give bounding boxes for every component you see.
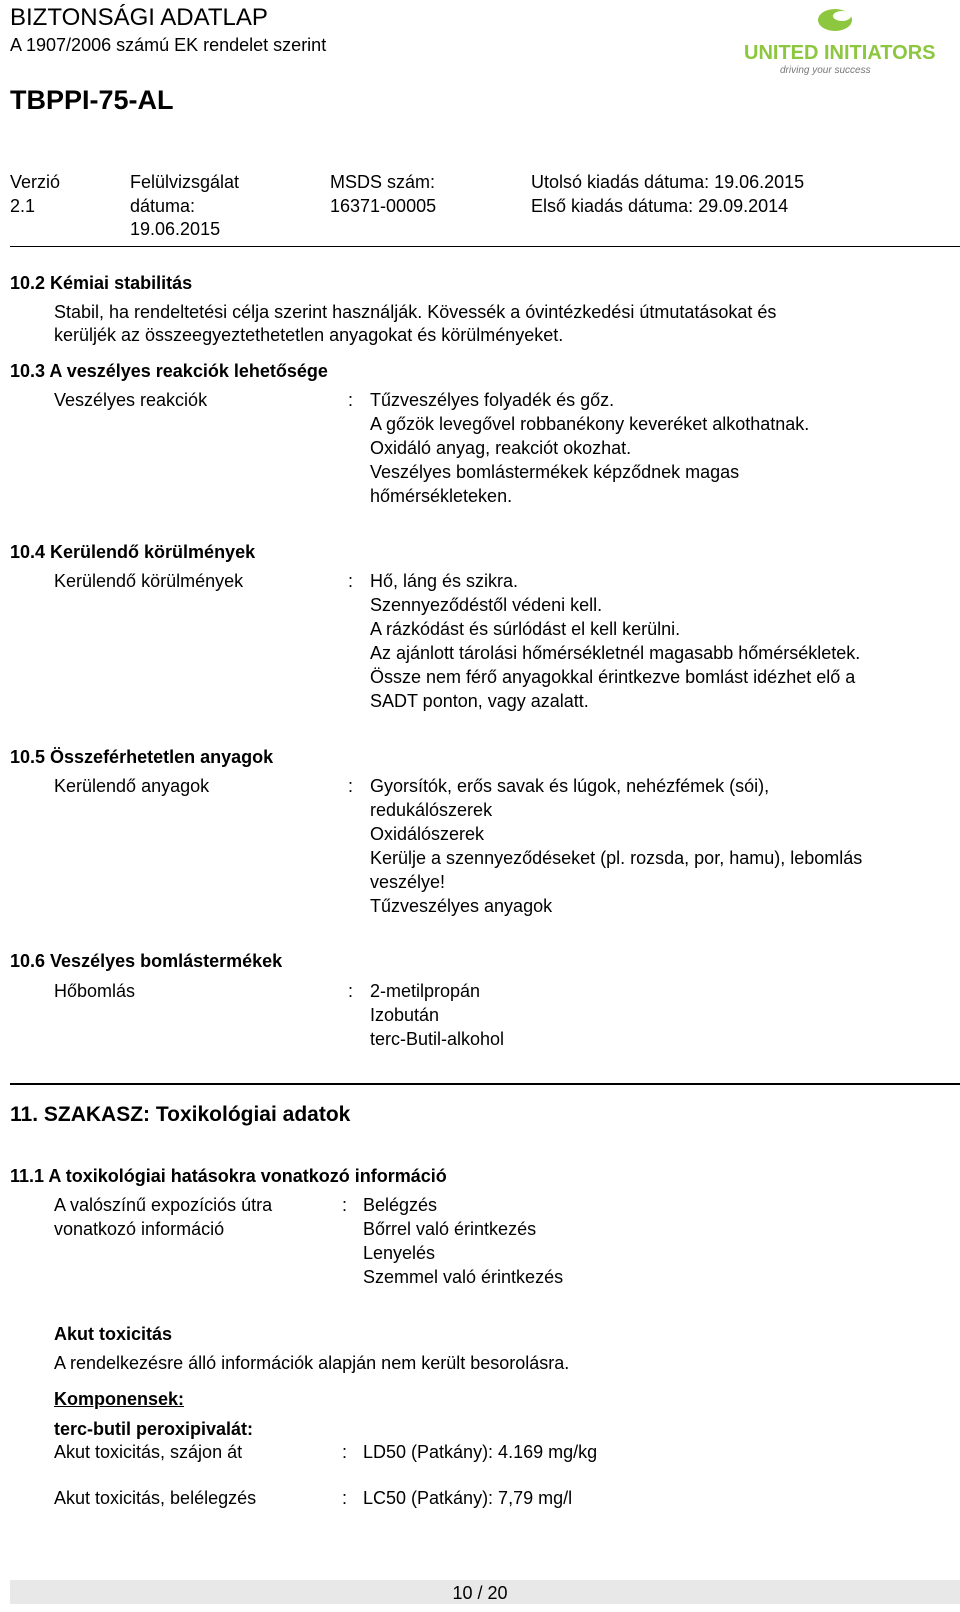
- materials-to-avoid-value: [370, 774, 862, 918]
- conditions-to-avoid-label: Kerülendő körülmények: [54, 571, 244, 591]
- value-line: Szemmel való érintkezés: [363, 1267, 564, 1287]
- exposure-routes-value: [363, 1193, 563, 1289]
- thermal-decomposition-label: Hőbomlás: [54, 981, 136, 1001]
- regulation-text: A 1907/2006 számú EK rendelet szerint: [10, 35, 327, 55]
- section-11-heading: 11. SZAKASZ: Toxikológiai adatok: [10, 1103, 351, 1126]
- value-line: redukálószerek: [370, 800, 493, 820]
- version-value: 2.1: [10, 196, 36, 216]
- section-10-2-text-2: kerüljék az összeegyeztethetetlen anyagokat és körülményeket.: [54, 325, 564, 345]
- value-line: Bőrrel való érintkezés: [363, 1219, 537, 1239]
- value-line: veszélye!: [370, 872, 446, 892]
- company-logo: [740, 6, 950, 76]
- field-colon: :: [348, 981, 354, 1001]
- logo-name: UNITED INITIATORS: [744, 42, 936, 64]
- value-line: Szennyeződéstől védeni kell.: [370, 595, 603, 615]
- inhalation-toxicity-value: LC50 (Patkány): 7,79 mg/l: [363, 1488, 573, 1508]
- field-colon: :: [348, 776, 354, 796]
- review-date-value: 19.06.2015: [130, 219, 221, 239]
- value-line: Az ajánlott tárolási hőmérsékletnél magasabb hőmérsékletek.: [370, 643, 861, 663]
- value-line: 2-metilpropán: [370, 981, 481, 1001]
- section-10-3-heading: 10.3 A veszélyes reakciók lehetősége: [10, 361, 328, 381]
- exposure-routes-label: A valószínű expozíciós útra: [54, 1195, 273, 1215]
- section-10-2-heading: 10.2 Kémiai stabilitás: [10, 273, 193, 293]
- value-line: Gyorsítók, erős savak és lúgok, nehézfémek (sói),: [370, 776, 770, 796]
- logo-tagline: driving your success: [780, 65, 871, 76]
- value-line: Kerülje a szennyeződéseket (pl. rozsda, por, hamu), lebomlás: [370, 848, 863, 868]
- value-line: A gőzök levegővel robbanékony keveréket alkothatnak.: [370, 414, 810, 434]
- value-line: Oxidáló anyag, reakciót okozhat.: [370, 438, 632, 458]
- section-10-5-heading: 10.5 Összeférhetetlen anyagok: [10, 747, 274, 767]
- first-issue-date: Első kiadás dátuma: 29.09.2014: [531, 196, 789, 216]
- review-date-label: Felülvizsgálat: [130, 172, 240, 192]
- united-initiators-logo-icon: [740, 6, 950, 76]
- inhalation-toxicity-label: Akut toxicitás, belélegzés: [54, 1488, 257, 1508]
- hazardous-reactions-value: [370, 388, 809, 508]
- msds-value: 16371-00005: [330, 196, 437, 216]
- value-line: Lenyelés: [363, 1243, 436, 1263]
- acute-toxicity-heading: Akut toxicitás: [54, 1324, 173, 1344]
- value-line: SADT ponton, vagy azalatt.: [370, 691, 589, 711]
- section-10-6-heading: 10.6 Veszélyes bomlástermékek: [10, 951, 283, 971]
- section-10-4-heading: 10.4 Kerülendő körülmények: [10, 542, 256, 562]
- field-colon: :: [342, 1442, 348, 1462]
- materials-to-avoid-label: Kerülendő anyagok: [54, 776, 210, 796]
- value-line: Össze nem férő anyagokkal érintkezve bomlást idézhet elő a: [370, 667, 856, 687]
- value-line: hőmérsékleteken.: [370, 486, 513, 506]
- component-name: terc-butil peroxipivalát:: [54, 1419, 254, 1439]
- review-date-label-2: dátuma:: [130, 196, 196, 216]
- value-line: Tűzveszélyes folyadék és gőz.: [370, 390, 615, 410]
- product-name: TBPPI-75-AL: [10, 85, 174, 115]
- oral-toxicity-label: Akut toxicitás, szájon át: [54, 1442, 243, 1462]
- value-line: Izobután: [370, 1005, 440, 1025]
- section-10-2-text-1: Stabil, ha rendeltetési célja szerint használják. Kövessék a óvintézkedési útmutatásokat és: [54, 302, 777, 322]
- value-line: Tűzveszélyes anyagok: [370, 896, 553, 916]
- section-11-1-heading: 11.1 A toxikológiai hatásokra vonatkozó információ: [10, 1166, 447, 1186]
- field-colon: :: [348, 390, 354, 410]
- value-line: A rázkódást és súrlódást el kell kerülni.: [370, 619, 681, 639]
- field-colon: :: [348, 571, 354, 591]
- exposure-routes-label-2: vonatkozó információ: [54, 1219, 225, 1239]
- value-line: terc-Butil-alkohol: [370, 1029, 505, 1049]
- version-label: Verzió: [10, 172, 61, 192]
- value-line: Belégzés: [363, 1195, 438, 1215]
- field-colon: :: [342, 1488, 348, 1508]
- hazardous-reactions-label: Veszélyes reakciók: [54, 390, 208, 410]
- document-title: BIZTONSÁGI ADATLAP: [10, 4, 268, 31]
- value-line: Veszélyes bomlástermékek képződnek magas: [370, 462, 740, 482]
- thermal-decomposition-value: [370, 979, 504, 1051]
- oral-toxicity-value: LD50 (Patkány): 4.169 mg/kg: [363, 1442, 598, 1462]
- components-heading: Komponensek:: [54, 1389, 185, 1409]
- msds-label: MSDS szám:: [330, 172, 436, 192]
- page-number: 10 / 20: [452, 1583, 508, 1603]
- value-line: Hő, láng és szikra.: [370, 571, 519, 591]
- field-colon: :: [342, 1195, 348, 1215]
- acute-toxicity-text: A rendelkezésre álló információk alapján nem került besorolásra.: [54, 1353, 570, 1373]
- header-divider: [10, 246, 960, 247]
- last-issue-date: Utolsó kiadás dátuma: 19.06.2015: [531, 172, 805, 192]
- value-line: Oxidálószerek: [370, 824, 485, 844]
- conditions-to-avoid-value: [370, 569, 860, 713]
- section-divider: [10, 1083, 960, 1085]
